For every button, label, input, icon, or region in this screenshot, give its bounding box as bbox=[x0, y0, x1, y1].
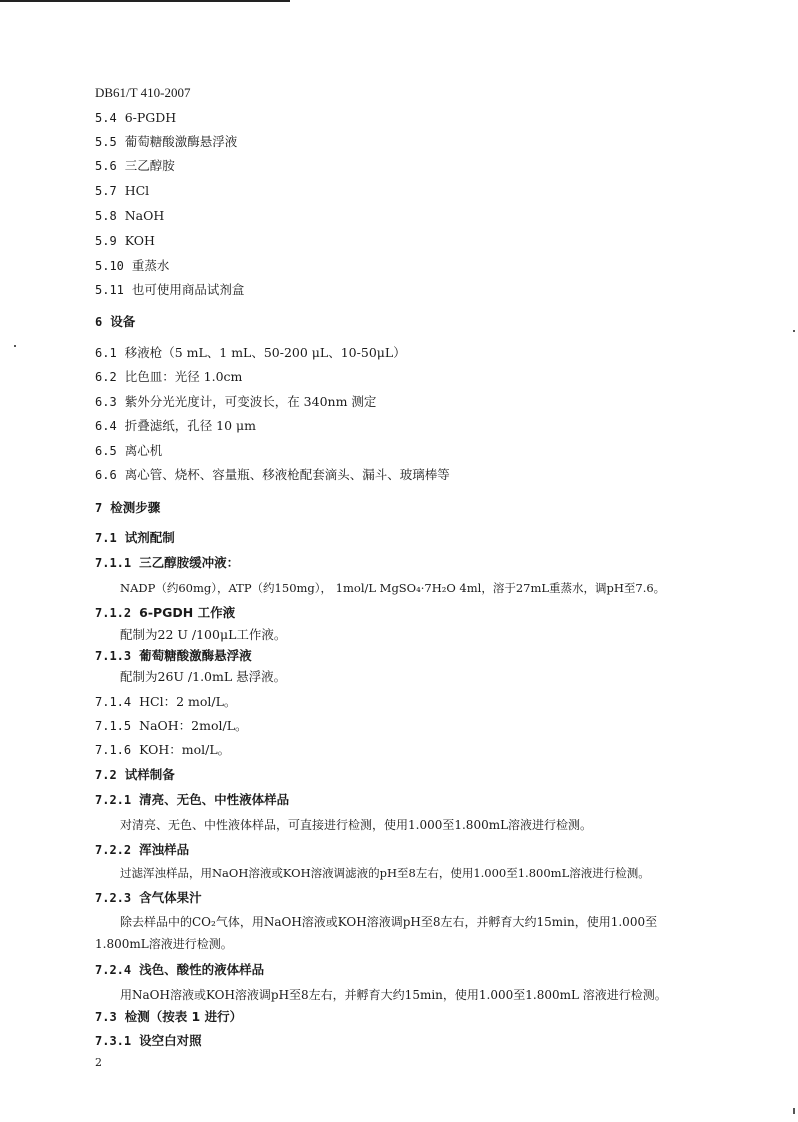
list-item: 5.10 重蒸水 bbox=[95, 258, 170, 273]
list-item: 5.11 也可使用商品试剂盒 bbox=[95, 282, 245, 297]
list-item: 6.5 离心机 bbox=[95, 443, 163, 458]
paragraph: 除去样品中的CO₂气体，用NaOH溶液或KOH溶液调pH至8左右，并孵育大约15min，使用1.000至1.800mL溶液进行检测。 bbox=[95, 915, 658, 951]
document-code: DB61/T 410-2007 bbox=[95, 85, 191, 100]
subsection-heading: 7.2.4 浅色、酸性的液体样品 bbox=[95, 962, 265, 977]
list-item: 5.4 6-PGDH bbox=[95, 110, 177, 125]
paragraph: NADP（约60mg），ATP（约150mg）， 1mol/L MgSO₄·7H₂O 4ml，溶于27mL重蒸水，调pH至7.6。 bbox=[120, 581, 666, 595]
scan-speck bbox=[793, 1108, 795, 1114]
list-item: 6.1 移液枪（5 mL、1 mL、50-200 μL、10-50μL） bbox=[95, 345, 406, 360]
subsection-heading: 7.1.3 葡萄糖酸激酶悬浮液 bbox=[95, 648, 252, 663]
paragraph: 对清亮、无色、中性液体样品，可直接进行检测，使用1.000至1.800mL溶液进行检测。 bbox=[120, 818, 593, 832]
list-item: 6.2 比色皿：光径 1.0cm bbox=[95, 369, 243, 384]
subsection-heading: 7.3 检测（按表 1 进行） bbox=[95, 1009, 243, 1024]
list-item: 7.1.4 HCl：2 mol/L。 bbox=[95, 694, 237, 709]
subsection-heading: 7.2.3 含气体果汁 bbox=[95, 890, 202, 905]
paragraph: 用NaOH溶液或KOH溶液调pH至8左右，并孵育大约15min，使用1.000至1.800mL 溶液进行检测。 bbox=[120, 988, 667, 1002]
list-item: 5.5 葡萄糖酸激酶悬浮液 bbox=[95, 134, 238, 149]
list-item: 7.1.6 KOH：mol/L。 bbox=[95, 742, 231, 757]
list-item: 5.6 三乙醇胺 bbox=[95, 158, 175, 173]
list-item: 5.8 NaOH bbox=[95, 208, 165, 223]
subsection-heading: 7.3.1 设空白对照 bbox=[95, 1033, 202, 1048]
list-item: 7.1.5 NaOH：2mol/L。 bbox=[95, 718, 248, 733]
list-item: 6.6 离心管、烧杯、容量瓶、移液枪配套滴头、漏斗、玻璃棒等 bbox=[95, 467, 450, 482]
section-heading: 7 检测步骤 bbox=[95, 500, 161, 515]
subsection-heading: 7.2 试样制备 bbox=[95, 767, 175, 782]
subsection-heading: 7.1 试剂配制 bbox=[95, 530, 175, 545]
scan-speck bbox=[793, 330, 795, 332]
subsection-heading: 7.2.2 浑浊样品 bbox=[95, 842, 190, 857]
subsection-heading: 7.2.1 清亮、无色、中性液体样品 bbox=[95, 792, 290, 807]
list-item: 6.4 折叠滤纸，孔径 10 μm bbox=[95, 418, 257, 433]
list-item: 6.3 紫外分光光度计，可变波长，在 340nm 测定 bbox=[95, 394, 377, 409]
top-rule bbox=[0, 0, 290, 2]
page-number: 2 bbox=[95, 1056, 102, 1069]
subsection-heading: 7.1.2 6-PGDH 工作液 bbox=[95, 605, 236, 620]
scan-speck bbox=[14, 345, 16, 347]
subsection-heading: 7.1.1 三乙醇胺缓冲液： bbox=[95, 555, 240, 570]
paragraph: 配制为26U /1.0mL 悬浮液。 bbox=[120, 669, 287, 684]
paragraph: 配制为22 U /100μL工作液。 bbox=[120, 627, 287, 642]
section-heading: 6 设备 bbox=[95, 314, 136, 329]
list-item: 5.7 HCl bbox=[95, 183, 150, 198]
list-item: 5.9 KOH bbox=[95, 233, 155, 248]
paragraph: 过滤浑浊样品，用NaOH溶液或KOH溶液调滤液的pH至8左右，使用1.000至1.800mL溶液进行检测。 bbox=[120, 866, 650, 880]
